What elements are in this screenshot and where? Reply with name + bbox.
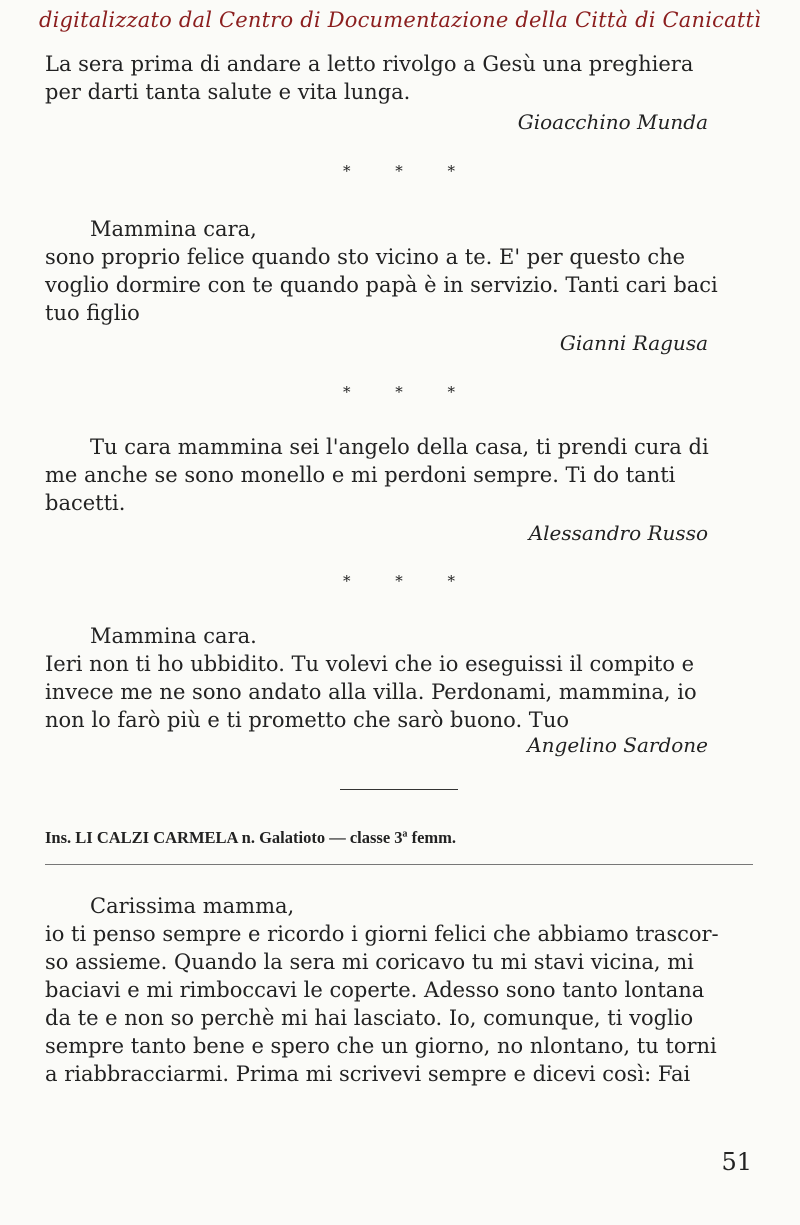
greeting: Mammina cara.	[90, 624, 257, 648]
text-line: voglio dormire con te quando papà è in servizio. Tanti cari baci	[45, 273, 718, 297]
text-line: bacetti.	[45, 491, 126, 515]
section-separator: * * *	[342, 572, 476, 590]
text-line: Ieri non ti ho ubbidito. Tu volevi che io eseguissi il compito e	[45, 652, 695, 676]
text-line: a riabbracciarmi. Prima mi scrivevi sempre e dicevi così: Fai	[45, 1062, 691, 1086]
heading-rule	[45, 864, 753, 865]
greeting: Carissima mamma,	[90, 894, 295, 918]
signature: Alessandro Russo	[528, 521, 708, 545]
text-line: io ti penso sempre e ricordo i giorni felici che abbiamo trascor-	[45, 922, 719, 946]
text-line: so assieme. Quando la sera mi coricavo tu mi stavi vicina, mi	[45, 950, 694, 974]
letter-russo	[45, 433, 753, 547]
text-line: sempre tanto bene e spero che un giorno, no nlontano, tu torni	[45, 1034, 717, 1058]
text-line: La sera prima di andare a letto rivolgo a Gesù una preghiera	[45, 52, 694, 76]
section-divider	[340, 789, 458, 790]
text-line: per darti tanta salute e vita lunga.	[45, 80, 411, 104]
text-line: baciavi e mi rimboccavi le coperte. Adesso sono tanto lontana	[45, 978, 705, 1002]
digitization-watermark: digitalizzato dal Centro di Documentazione della Città di Canicattì	[38, 8, 762, 32]
section-heading: Ins. LI CALZI CARMELA n. Galatioto — classe 3ª femm.	[45, 828, 457, 847]
text-line: Tu cara mammina sei l'angelo della casa, ti prendi cura di	[90, 435, 709, 459]
signature: Angelino Sardone	[527, 733, 708, 757]
text-line: non lo farò più e ti prometto che sarò buono. Tuo	[45, 708, 569, 732]
letter-sardone	[45, 622, 753, 759]
letter-ragusa	[45, 215, 753, 357]
text-line: tuo figlio	[45, 301, 140, 325]
text-line: da te e non so perchè mi hai lasciato. Io, comunque, ti voglio	[45, 1006, 694, 1030]
section-separator: * * *	[342, 383, 476, 401]
text-line: sono proprio felice quando sto vicino a te. E' per questo che	[45, 245, 686, 269]
signature: Gioacchino Munda	[517, 110, 708, 134]
section-separator: * * *	[342, 162, 476, 180]
letter-munda	[45, 50, 753, 136]
greeting: Mammina cara,	[90, 217, 257, 241]
text-line: invece me ne sono andato alla villa. Perdonami, mammina, io	[45, 680, 697, 704]
text-line: me anche se sono monello e mi perdoni sempre. Ti do tanti	[45, 463, 676, 487]
page-number: 51	[721, 1148, 752, 1176]
letter-carissima-mamma	[45, 892, 753, 1088]
page-body	[45, 50, 753, 1088]
signature: Gianni Ragusa	[559, 331, 708, 355]
